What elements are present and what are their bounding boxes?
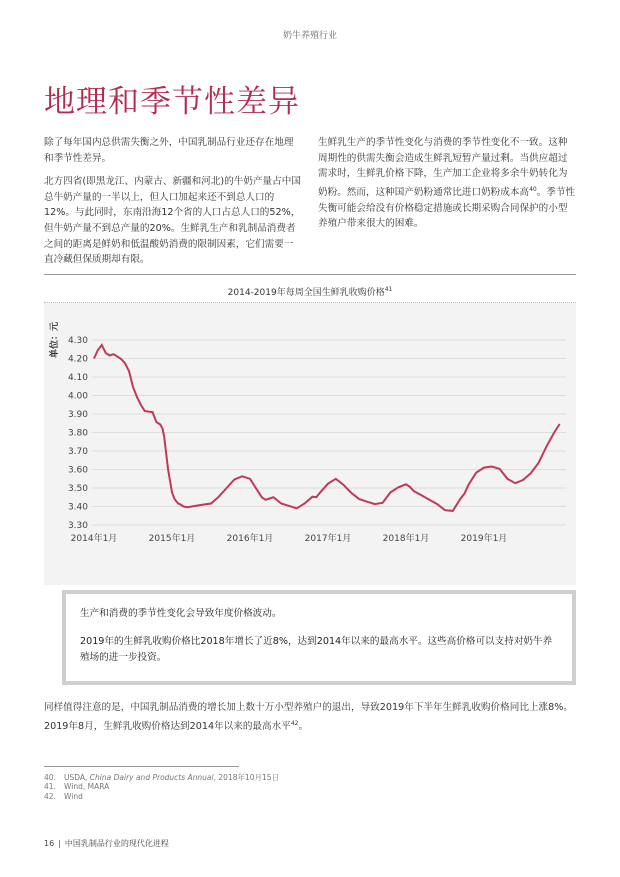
- y-tick-label: 3.40: [67, 502, 88, 513]
- chart-title: 2014-2019年每周全国生鲜乳收购价格$^{41}$: [227, 286, 393, 298]
- y-tick-label: 3.70: [67, 447, 88, 457]
- footnote-number: 41.: [44, 782, 56, 791]
- footnote-text: USDA,: [64, 773, 90, 782]
- y-tick-label: 3.80: [67, 428, 88, 439]
- footnote-date: , 2018年10月15日: [213, 773, 280, 782]
- callout-text: 生产和消费的季节性变化会导致年度价格波动。: [80, 608, 282, 619]
- footnote-number: 40.: [44, 773, 56, 782]
- callout-box: [62, 590, 576, 685]
- y-tick-label: 4.00: [67, 391, 88, 402]
- y-tick-label: 3.30: [67, 521, 88, 531]
- y-tick-label: 4.10: [67, 373, 88, 383]
- x-tick-label: 2015年1月: [148, 534, 196, 544]
- y-tick-label: 3.60: [67, 465, 88, 476]
- x-tick-label: 2016年1月: [226, 534, 274, 544]
- callout-text: 2019年的生鲜乳收购价格比2018年增长了近8%，达到2014年以来的最高水平。这些高价格可以支持对奶牛养殖场的进一步投资。: [80, 636, 553, 663]
- series-line: [94, 345, 560, 511]
- paragraph: 北方四省(即黑龙江、内蒙古、新疆和河北)的牛奶产量占中国总牛奶产量的一半以上，但人口加起来还不到总人口的12%。与此同时，东南沿海12个省的人口占总人口的52%，但牛奶产量不到总产量的20%。生鲜乳生产和乳制品消费者之间的距离是鲜奶和低温酸奶消费的限制因素，它们需要一直冷藏但保质期却有限。: [44, 176, 301, 266]
- y-tick-label: 4.30: [67, 336, 88, 346]
- footer-title: 中国乳制品行业的现代化进程: [64, 839, 169, 848]
- x-tick-label: 2019年1月: [460, 534, 508, 544]
- footnote-text: Wind: [64, 792, 83, 801]
- x-tick-label: 2017年1月: [304, 534, 352, 544]
- footnote-rule: [44, 766, 239, 767]
- section-title: 地理和季节性差异: [44, 84, 300, 120]
- footnote: [44, 782, 109, 791]
- paragraph: 除了每年国内总供需失衡之外，中国乳制品行业还存在地理和季节性差异。: [44, 137, 294, 164]
- running-header: 奶牛养殖行业: [282, 31, 337, 41]
- y-tick-label: 3.50: [67, 484, 88, 494]
- y-axis-label: 单位：元: [50, 321, 60, 358]
- body-paragraph: 同样值得注意的是，中国乳制品消费的增长加上数十万小型养殖户的退出，导致2019年下半年生鲜乳收购价格同比上涨8%。2019年8月，生鲜乳收购价格达到2014年以来的最高水平$^{42}$。: [44, 702, 573, 733]
- footnote-ref: 40: [529, 185, 537, 193]
- footer-separator: |: [58, 839, 61, 848]
- page-footer: [44, 838, 169, 849]
- chart-title-footnote-ref: 41: [384, 286, 393, 293]
- footnote: [44, 792, 83, 801]
- page-number: 16: [44, 839, 55, 848]
- footnote-text: Wind, MARA: [64, 782, 110, 791]
- x-tick-label: 2018年1月: [382, 534, 430, 544]
- x-tick-label: 2014年1月: [70, 534, 118, 544]
- y-tick-label: 4.20: [67, 354, 88, 365]
- footnote-number: 42.: [44, 792, 56, 801]
- paragraph: 生鲜乳生产的季节性变化与消费的季节性变化不一致。这种周期性的供需失衡会造成生鲜乳短暂产量过剩。当供应超过需求时，生鲜乳价格下降，生产加工企业将多余牛奶转化为奶粉。然而，这种国产奶粉通常比进口奶粉成本高$^{40}$。季节性失衡可能会给没有价格稳定措施或长期采购合同保护的小型养殖户带来很大的困难。: [318, 137, 576, 230]
- footnote-title: China Dairy and Products Annual: [89, 773, 214, 782]
- y-tick-label: 3.90: [67, 410, 88, 420]
- footnote-ref: 42: [290, 720, 299, 727]
